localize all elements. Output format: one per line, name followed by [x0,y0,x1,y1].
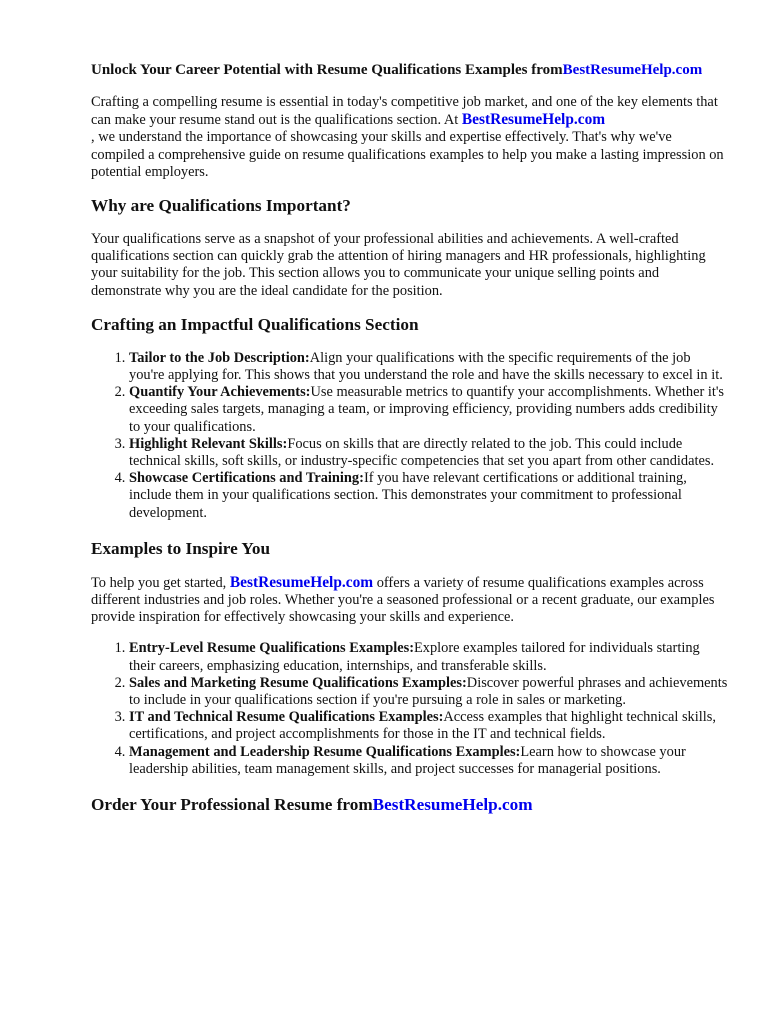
order-heading [91,794,728,816]
document-title [91,60,728,80]
why-paragraph: Your qualifications serve as a snapshot of your professional abilities and achievements. A well-crafted qualifications section can quickly grab the attention of hiring managers and HR professionals, highlighting your suitability for the job. This section allows you to communicate your unique selling points and demonstrate why you are the ideal candidate for the position. [91,231,706,299]
examples-item-title: Sales and Marketing Resume Qualifications Examples: [129,674,467,691]
crafting-item-text: Align your qualifications with the specific requirements of the job you're applying for. This shows that you understand the role and have the skills necessary to excel in it. [129,349,723,384]
title-text: Unlock Your Career Potential with Resume Qualifications Examples from [91,62,563,78]
examples-item-text: Learn how to showcase your leadership abilities, team management skills, and project successes for managerial positions. [129,743,686,777]
title-link[interactable]: BestResumeHelp.com [562,62,703,78]
examples-list-item [129,640,728,674]
crafting-heading: Crafting an Impactful Qualifications Section [91,314,419,334]
crafting-list-item [129,350,728,384]
examples-item-text: Explore examples tailored for individuals starting their careers, emphasizing education, internships, and transferable skills. [129,640,700,674]
examples-text-part1: To help you get started, [91,574,227,591]
crafting-item-text: Focus on skills that are directly related to the job. This could include technical skills, soft skills, or industry-specific competencies that set you apart from other candidates. [129,435,715,470]
examples-list-item [129,675,728,709]
crafting-list [91,350,728,522]
examples-paragraph [91,574,728,627]
crafting-list-item [129,436,728,470]
intro-paragraph [91,94,728,181]
intro-link[interactable]: BestResumeHelp.com [461,111,606,129]
crafting-item-title: Showcase Certifications and Training: [129,470,364,487]
examples-text-part2: offers a variety of resume qualifications examples across different industries and job roles. Whether you're a seasoned professional or a recent graduate, our examples provide inspiration for effectively showcasing your skills and experience. [91,574,715,626]
crafting-item-text: If you have relevant certifications or additional training, include them in your qualifications section. This demonstrates your commitment to professional development. [129,470,687,521]
intro-text-part1: Crafting a compelling resume is essential in today's competitive job market, and one of the key elements that can make your resume stand out is the qualifications section. At [91,94,718,129]
crafting-item-title: Tailor to the Job Description: [129,349,310,366]
examples-list-item [129,744,728,778]
why-heading: Why are Qualifications Important? [91,196,351,216]
crafting-item-title: Quantify Your Achievements: [129,384,311,401]
crafting-item-text: Use measurable metrics to quantify your accomplishments. Whether it's exceeding sales targets, managing a team, or improving efficiency, providing numbers adds credibility to your qualifications. [129,384,725,435]
examples-item-title: IT and Technical Resume Qualifications Examples: [129,709,444,726]
examples-list [91,640,728,778]
examples-item-text: Access examples that highlight technical skills, certifications, and project accomplishments for those in the IT and technical fields. [129,709,716,743]
intro-text-part2: , we understand the importance of showcasing your skills and expertise effectively. That's why we've compiled a comprehensive guide on resume qualifications examples to help you make a lasting impression on potential employers. [91,129,724,180]
crafting-item-title: Highlight Relevant Skills: [129,435,288,452]
examples-item-title: Management and Leadership Resume Qualifications Examples: [129,743,521,760]
crafting-list-item [129,470,728,522]
examples-item-title: Entry-Level Resume Qualifications Examples: [129,640,414,657]
crafting-list-item [129,384,728,436]
order-heading-text: Order Your Professional Resume from [91,795,373,815]
examples-link[interactable]: BestResumeHelp.com [229,573,374,591]
examples-heading: Examples to Inspire You [91,538,271,558]
examples-list-item [129,709,728,743]
examples-item-text: Discover powerful phrases and achievements to include in your qualifications section if you're pursuing a role in sales or marketing. [129,674,728,709]
order-link[interactable]: BestResumeHelp.com [372,795,533,815]
